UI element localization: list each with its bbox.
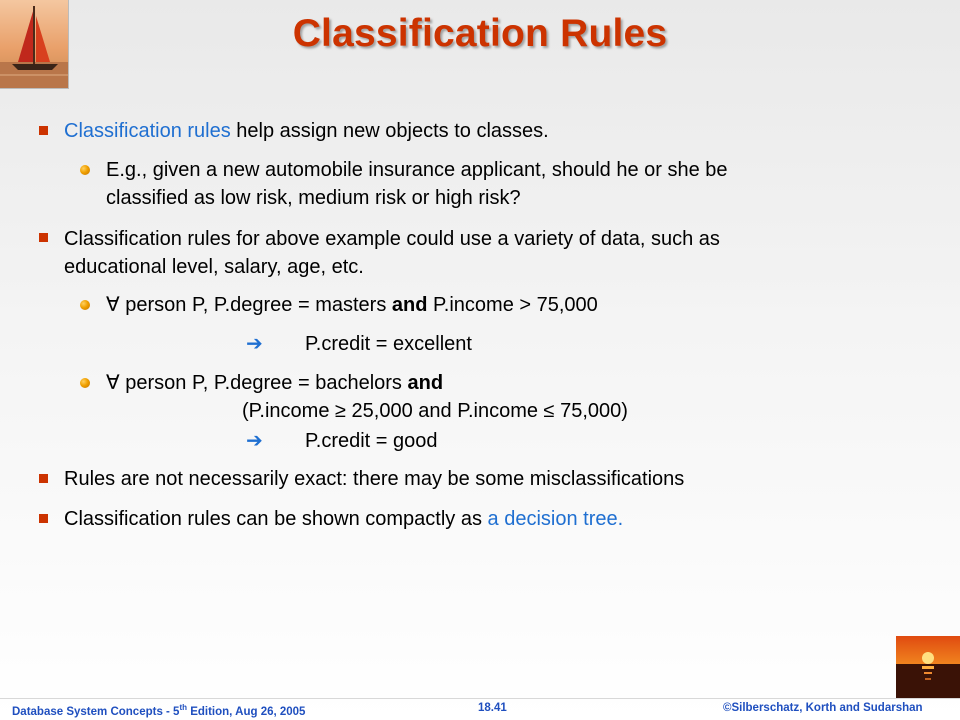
footer-left bbox=[12, 701, 305, 719]
implies-arrow-icon: ➔ bbox=[246, 430, 263, 452]
bullet-2-line-2: educational level, salary, age, etc. bbox=[64, 256, 364, 278]
sunset-logo-icon bbox=[896, 636, 960, 698]
bullet-4 bbox=[64, 505, 623, 533]
footer-divider bbox=[0, 698, 960, 699]
bullet-4-text: Classification rules can be shown compactly as bbox=[64, 508, 488, 530]
rule-2 bbox=[106, 369, 443, 397]
footer-book-title: Database System Concepts - 5 bbox=[12, 705, 180, 718]
footer-slide-number: 18.41 bbox=[478, 702, 507, 714]
rule-1-condition-a: person P, P.degree = masters bbox=[119, 294, 392, 316]
bullet-1 bbox=[64, 117, 549, 145]
forall-symbol: ∀ bbox=[106, 294, 120, 316]
bullet-1-text: help assign new objects to classes. bbox=[230, 120, 549, 142]
footer-edition: Edition, Aug 26, 2005 bbox=[187, 705, 306, 718]
rule-2-and: and bbox=[407, 372, 444, 394]
rule-1-and: and bbox=[391, 294, 428, 316]
square-bullet-icon bbox=[39, 474, 48, 483]
rule-1-result: P.credit = excellent bbox=[305, 333, 472, 355]
bullet-1-highlight: Classification rules bbox=[64, 120, 231, 142]
rule-1 bbox=[106, 291, 598, 319]
rule-1-condition-b: P.income > 75,000 bbox=[427, 294, 598, 316]
rule-2-result: P.credit = good bbox=[305, 430, 438, 452]
round-bullet-icon bbox=[80, 300, 90, 310]
bullet-4-highlight: a decision tree. bbox=[487, 508, 624, 530]
bullet-1-sub-line-2: classified as low risk, medium risk or high risk? bbox=[106, 187, 521, 209]
rule-2-income-condition: (P.income ≥ 25,000 and P.income ≤ 75,000) bbox=[242, 400, 628, 422]
square-bullet-icon bbox=[39, 514, 48, 523]
rule-2-condition-a: person P, P.degree = bachelors bbox=[119, 372, 408, 394]
round-bullet-icon bbox=[80, 378, 90, 388]
implies-arrow-icon: ➔ bbox=[246, 333, 263, 355]
forall-symbol: ∀ bbox=[106, 372, 120, 394]
footer-superscript: th bbox=[179, 703, 188, 712]
bullet-2-line-1: Classification rules for above example could use a variety of data, such as bbox=[64, 228, 720, 250]
round-bullet-icon bbox=[80, 165, 90, 175]
square-bullet-icon bbox=[39, 126, 48, 135]
slide-title: Classification Rules bbox=[292, 12, 668, 55]
bullet-1-sub-line-1: E.g., given a new automobile insurance applicant, should he or she be bbox=[106, 159, 728, 181]
square-bullet-icon bbox=[39, 233, 48, 242]
bullet-3: Rules are not necessarily exact: there may be some misclassifications bbox=[64, 468, 685, 490]
footer-copyright: ©Silberschatz, Korth and Sudarshan bbox=[723, 702, 923, 714]
